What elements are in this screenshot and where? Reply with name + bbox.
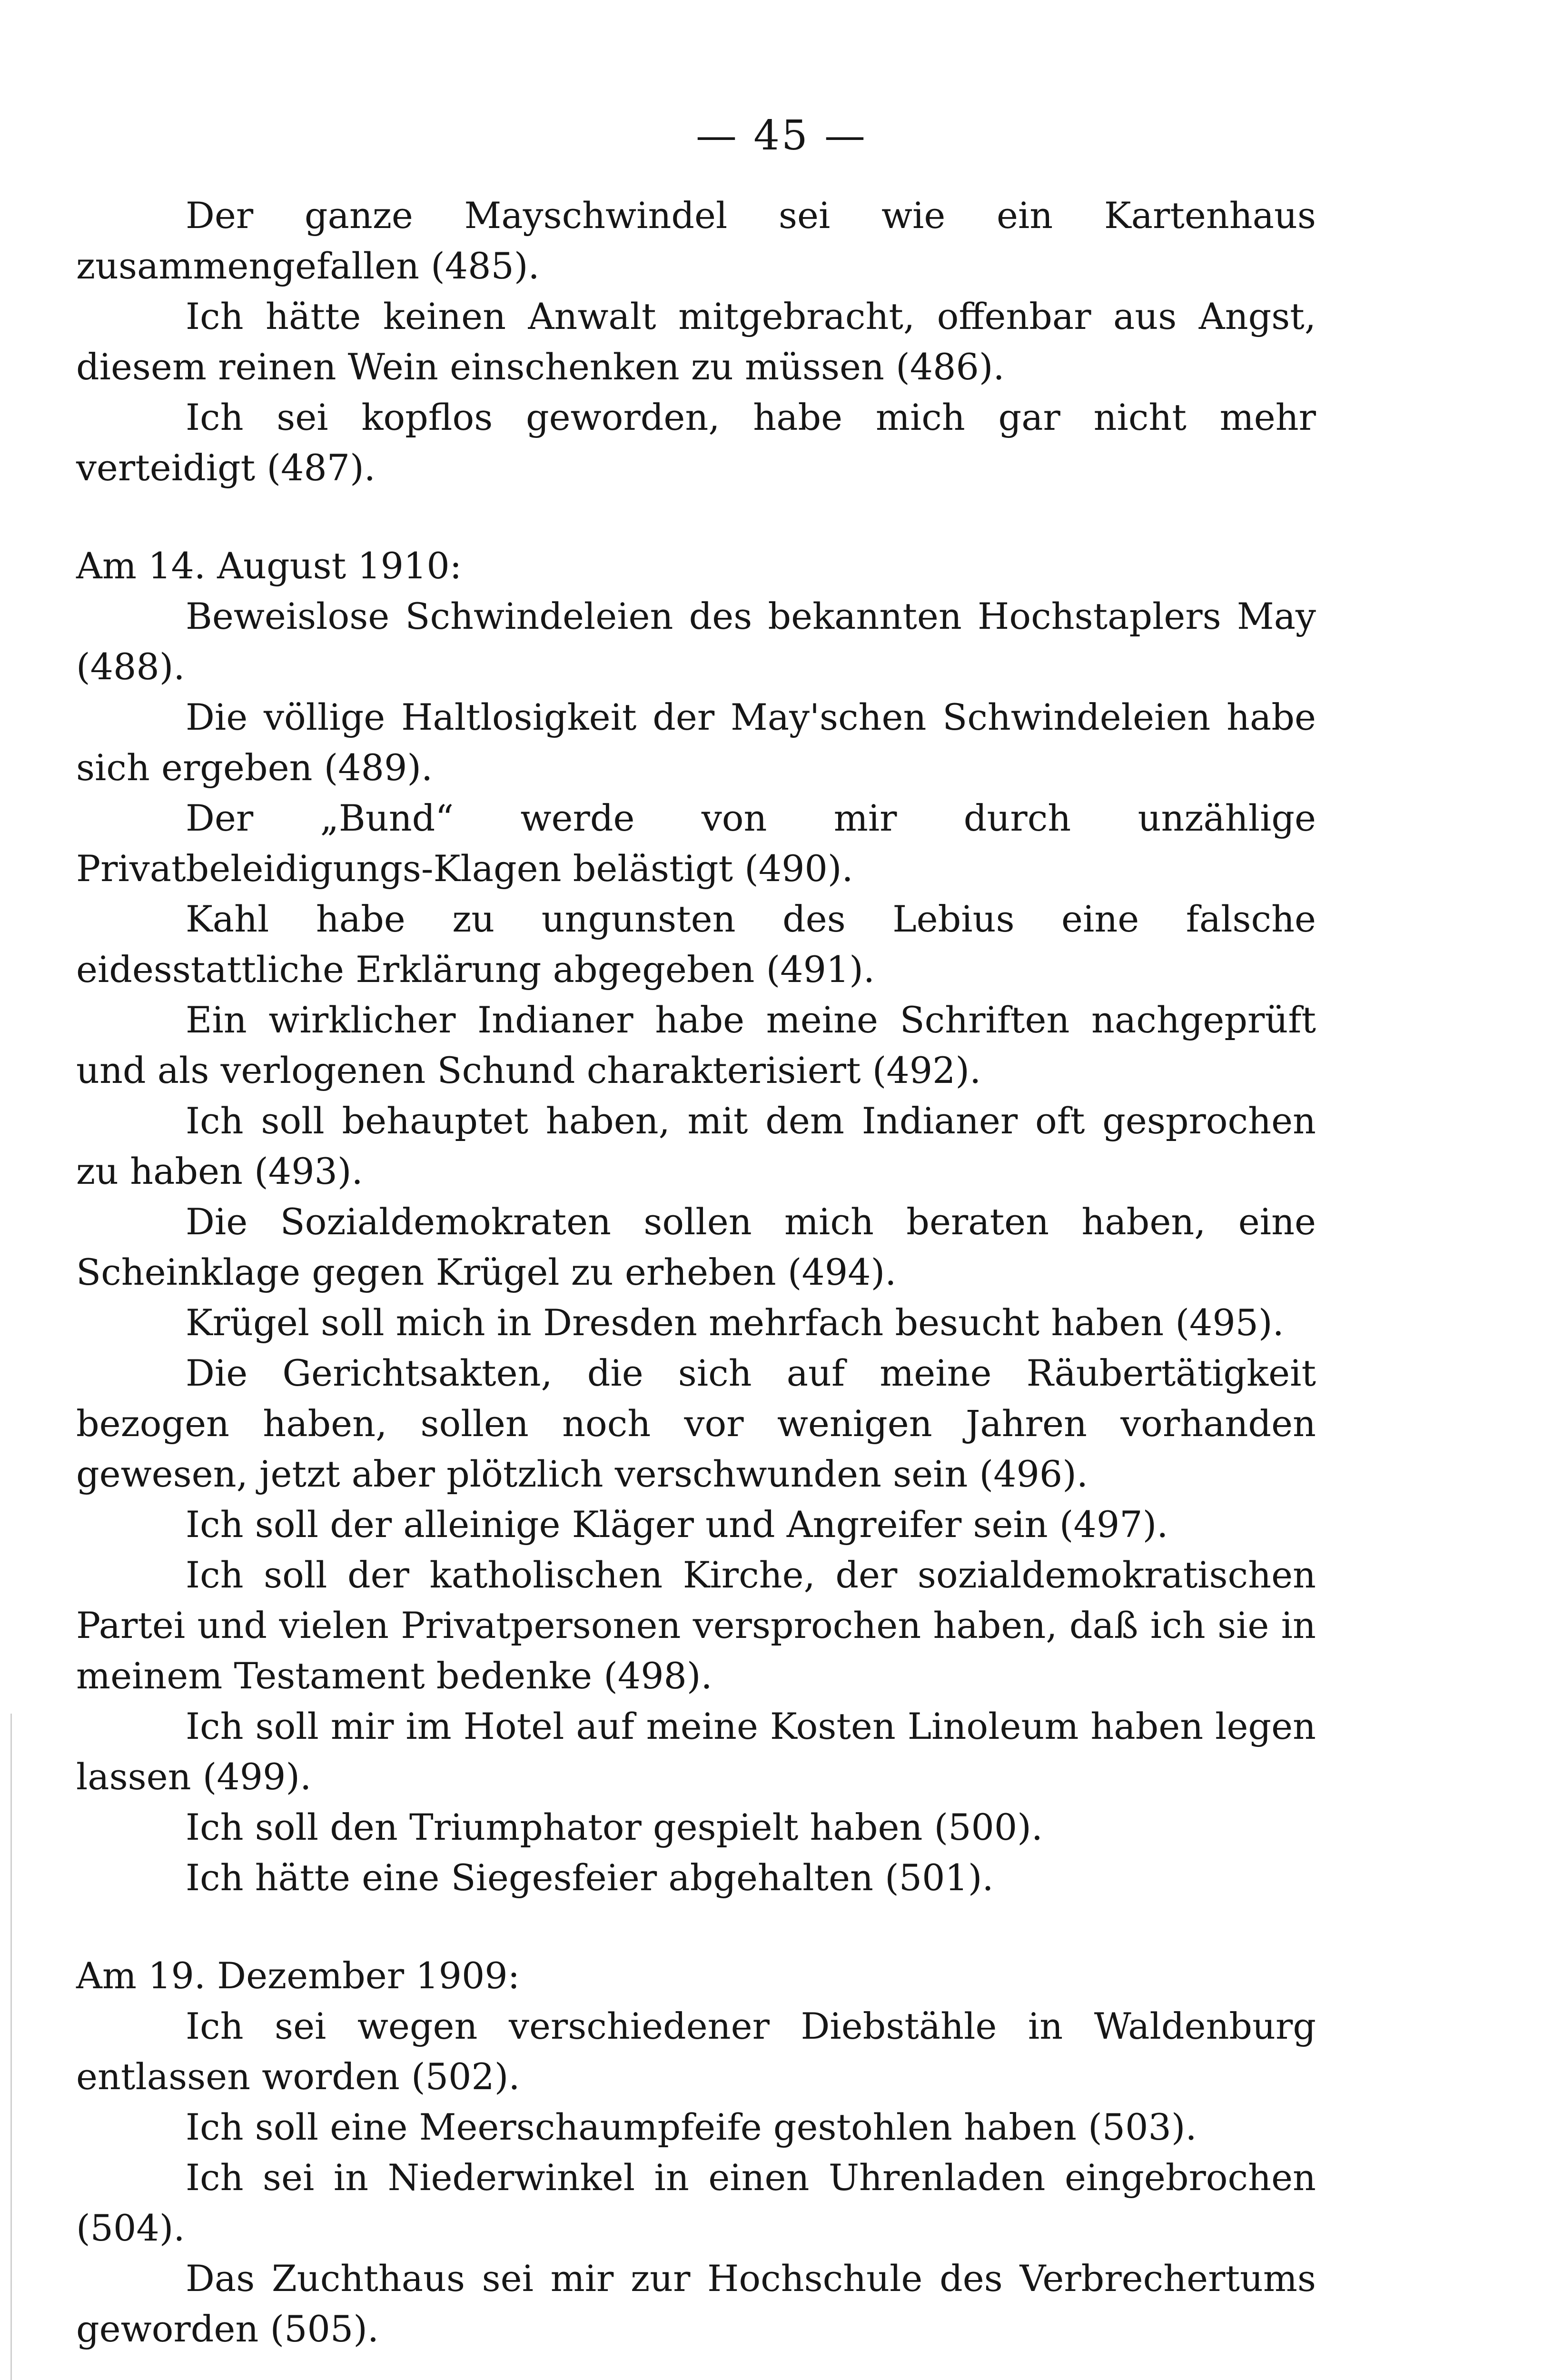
- section-intro: [76, 190, 1316, 493]
- page-body: [76, 190, 1316, 2354]
- entry-493: Ich soll behauptet haben, mit dem Indianer oft gesprochen zu haben (493).: [76, 1100, 1316, 1192]
- date-heading: Am 14. August 1910:: [76, 545, 462, 587]
- entry-505: Das Zuchthaus sei mir zur Hochschule des Verbrechertums geworden (505).: [76, 2257, 1316, 2350]
- entry-495: Krügel soll mich in Dresden mehrfach besucht haben (495).: [186, 1301, 1284, 1344]
- section-december-1909: [76, 1951, 1316, 2354]
- entry-498: Ich soll der katholischen Kirche, der sozialdemokratischen Partei und vielen Privatpersonen versprochen haben, daß ich sie in meinem Testament bedenke (498).: [76, 1554, 1316, 1697]
- entry-485: Der ganze Mayschwindel sei wie ein Kartenhaus zusammengefallen (485).: [76, 194, 1316, 287]
- entry-489: Die völlige Haltlosigkeit der May'schen Schwindeleien habe sich ergeben (489).: [76, 696, 1316, 789]
- entry-490: Der „Bund“ werde von mir durch unzählige Privatbeleidigungs-Klagen belästigt (490).: [76, 797, 1316, 890]
- entry-501: Ich hätte eine Siegesfeier abgehalten (501).: [186, 1856, 994, 1899]
- entry-499: Ich soll mir im Hotel auf meine Kosten Linoleum haben legen lassen (499).: [76, 1705, 1316, 1798]
- entry-486: Ich hätte keinen Anwalt mitgebracht, offenbar aus Angst, diesem reinen Wein einschenken zu müssen (486).: [76, 295, 1316, 388]
- entry-500: Ich soll den Triumphator gespielt haben (500).: [186, 1806, 1043, 1848]
- section-august-1910: [76, 541, 1316, 1903]
- entry-502: Ich sei wegen verschiedener Diebstähle in Waldenburg entlassen worden (502).: [76, 2005, 1316, 2098]
- entry-496: Die Gerichtsakten, die sich auf meine Räubertätigkeit bezogen haben, sollen noch vor wenigen Jahren vorhanden gewesen, jetzt aber plötzlich verschwunden sein (496).: [76, 1352, 1316, 1495]
- entry-491: Kahl habe zu ungunsten des Lebius eine falsche eidesstattliche Erklärung abgegeben (491).: [76, 898, 1316, 991]
- entry-504: Ich sei in Niederwinkel in einen Uhrenladen eingebrochen (504).: [76, 2156, 1316, 2249]
- page-number: — 45 —: [695, 112, 868, 159]
- entry-492: Ein wirklicher Indianer habe meine Schriften nachgeprüft und als verlogenen Schund charakterisiert (492).: [76, 999, 1316, 1091]
- entry-497: Ich soll der alleinige Kläger und Angreifer sein (497).: [186, 1503, 1168, 1546]
- entry-488: Beweislose Schwindeleien des bekannten Hochstaplers May (488).: [76, 595, 1316, 688]
- entry-503: Ich soll eine Meerschaumpfeife gestohlen haben (503).: [186, 2106, 1197, 2148]
- entry-487: Ich sei kopflos geworden, habe mich gar nicht mehr verteidigt (487).: [76, 396, 1316, 489]
- entry-494: Die Sozialdemokraten sollen mich beraten haben, eine Scheinklage gegen Krügel zu erheben (494).: [76, 1200, 1316, 1293]
- date-heading: Am 19. Dezember 1909:: [76, 1954, 520, 1997]
- scan-edge-rule: [10, 1714, 12, 2380]
